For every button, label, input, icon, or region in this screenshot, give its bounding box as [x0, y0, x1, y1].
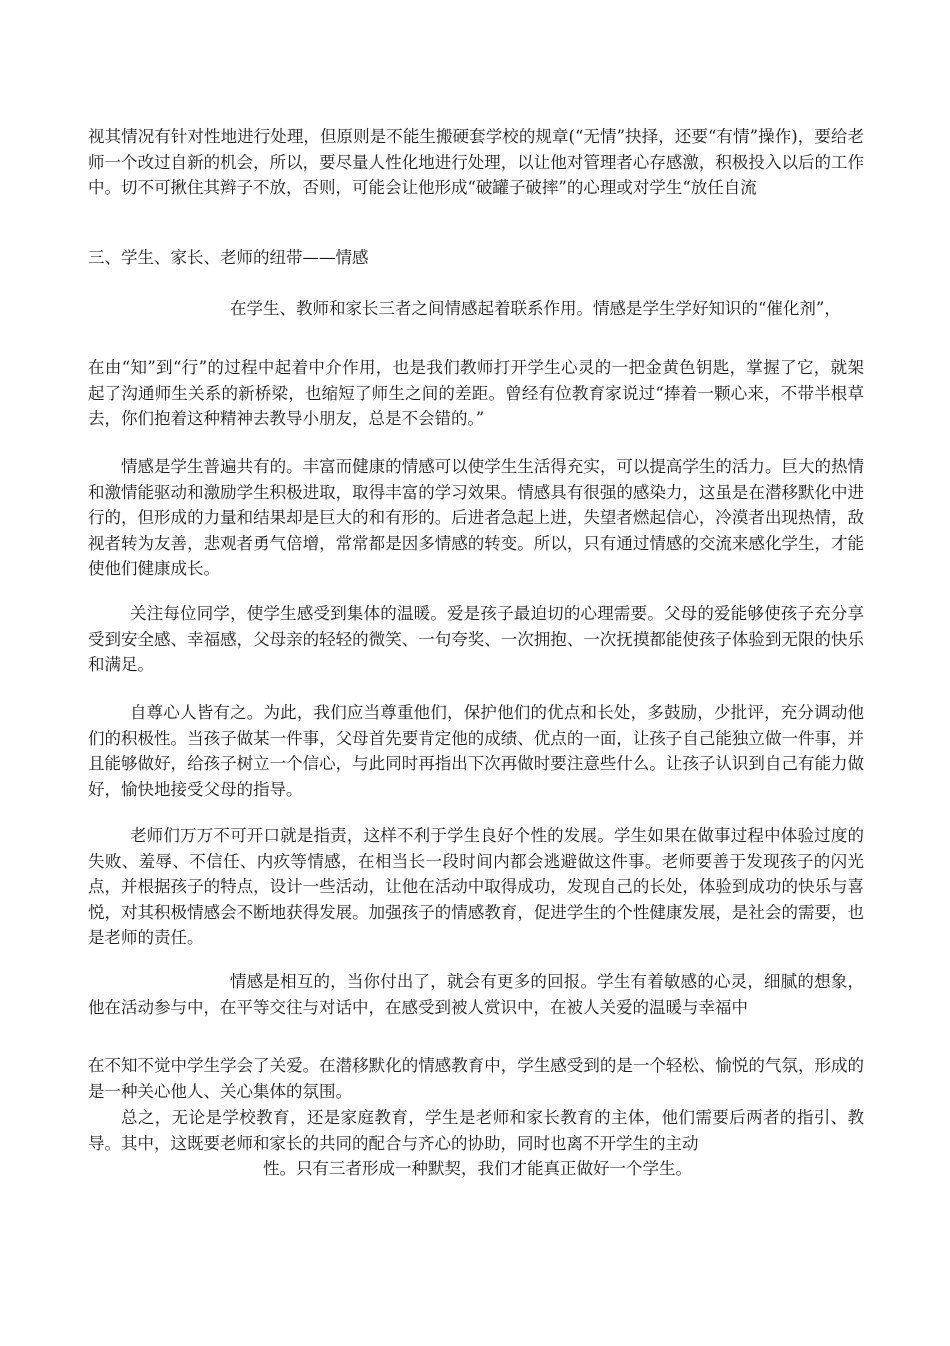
- paragraph-emotion-key: 在由“知”到“行”的过程中起着中介作用，也是我们教师打开学生心灵的一把金黄色钥匙，掌握了它，就架起了沟通师生关系的新桥梁，也缩短了师生之间的差距。曾经有位教育家说过“捧着一颗心来，不带半根草去，你们抱着这种精神去教导小朋友，总是不会错的。”: [88, 358, 864, 428]
- paragraph-conclusion-last-line: 性。只有三者形成一种默契，我们才能真正做好一个学生。: [263, 1159, 692, 1178]
- paragraph-learn-care: 在不知不觉中学生学会了关爱。在潜移默化的情感教育中，学生感受到的是一个轻松、愉悦的气氛，形成的是一种关心他人、关心集体的氛围。: [88, 1056, 864, 1101]
- section-heading-emotion: 三、学生、家长、老师的纽带——情感: [88, 248, 369, 267]
- paragraph-conclusion: [88, 1105, 864, 1182]
- paragraph-emotion-common: 情感是学生普遍共有的。丰富而健康的情感可以使学生生活得充实，可以提高学生的活力。巨大的热情和激情能驱动和激励学生积极进取，取得丰富的学习效果。情感具有很强的感染力，这虽是在潜移默化中进行的，但形成的力量和结果却是巨大的和有形的。后进者急起上进，失望者燃起信心，冷漠者出现热情，敌视者转为友善，悲观者勇气倍增，常常都是因多情感的转变。所以，只有通过情感的交流来感化学生，才能使他们健康成长。: [88, 457, 864, 578]
- paragraph-mutual-emotion: 情感是相互的，当你付出了，就会有更多的回报。学生有着敏感的心灵，细腻的想象，他在活动参与中，在平等交往与对话中，在感受到被人赏识中，在被人关爱的温暖与幸福中: [88, 972, 864, 1017]
- paragraph-self-esteem: 自尊心人皆有之。为此，我们应当尊重他们，保护他们的优点和长处，多鼓励，少批评，充分调动他们的积极性。当孩子做某一件事，父母首先要肯定他的成绩、优点的一面，让孩子自己能独立做一件事，并且能够做好，给孩子树立一个信心，与此同时再指出下次再做时要注意些什么。让孩子认识到自己有能力做好，愉快地接受父母的指导。: [88, 703, 864, 799]
- paragraph-teacher-criticism: 老师们万万不可开口就是指责，这样不利于学生良好个性的发展。学生如果在做事过程中体验过度的失败、羞辱、不信任、内疚等情感，在相当长一段时间内都会逃避做这件事。老师要善于发现孩子的闪光点，并根据孩子的特点，设计一些活动，让他在活动中取得成功，发现自己的长处，体验到成功的快乐与喜悦，对其积极情感会不断地获得发展。加强孩子的情感教育，促进学生的个性健康发展，是社会的需要，也是老师的责任。: [88, 826, 864, 947]
- paragraph-care-students: 关注每位同学，使学生感受到集体的温暖。爱是孩子最迫切的心理需要。父母的爱能够使孩子充分享受到安全感、幸福感，父母亲的轻轻的微笑、一句夸奖、一次拥抱、一次抚摸都能使孩子体验到无限的快乐和满足。: [88, 604, 864, 674]
- paragraph-conclusion-main: 总之，无论是学校教育，还是家庭教育，学生是老师和家长教育的主体，他们需要后两者的指引、教导。其中，这既要老师和家长的共同的配合与齐心的协助，同时也离不开学生的主动: [88, 1108, 864, 1153]
- paragraph-emotion-connection: 在学生、教师和家长三者之间情感起着联系作用。情感是学生学好知识的“催化剂”，: [230, 299, 841, 318]
- paragraph-handling-teachers: 视其情况有针对性地进行处理，但原则是不能生搬硬套学校的规章(“无情”抉择，还要“有情”操作)，要给老师一个改过自新的机会，所以，要尽量人性化地进行处理，以让他对管理者心存感激，积极投入以后的工作中。切不可揪住其辫子不放，否则，可能会让他形成“破罐子破摔”的心理或对学生“放任自流: [88, 127, 864, 197]
